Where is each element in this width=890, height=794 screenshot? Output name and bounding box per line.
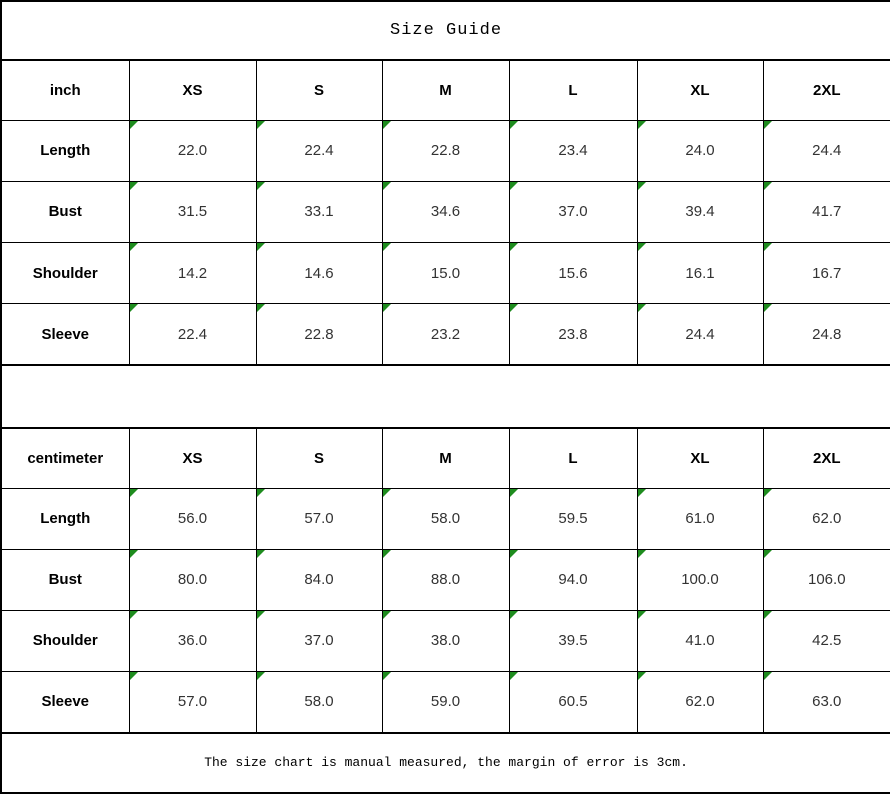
size-value-cell: [129, 488, 256, 549]
size-value: 36.0: [177, 632, 208, 650]
size-header-s: S: [256, 428, 382, 488]
flag-triangle-icon: [510, 550, 518, 558]
size-value: 24.0: [685, 142, 715, 160]
size-value-cell: [382, 672, 509, 733]
size-value-cell: [637, 488, 763, 549]
size-header-xl: XL: [637, 428, 763, 488]
size-value-cell: [509, 610, 637, 671]
size-value: 16.1: [685, 264, 715, 282]
size-value-cell: [129, 120, 256, 181]
size-value: 88.0: [430, 571, 461, 589]
table-row: [1, 488, 890, 549]
flag-triangle-icon: [130, 243, 138, 251]
flag-triangle-icon: [257, 304, 265, 312]
size-value: 22.8: [304, 325, 334, 343]
size-value: 59.0: [430, 693, 461, 711]
size-value: 41.7: [812, 203, 842, 221]
size-value: 38.0: [430, 632, 461, 650]
table-row: [1, 181, 890, 242]
size-value: 15.6: [558, 264, 588, 282]
size-value-cell: [256, 304, 382, 365]
measurement-label: Shoulder: [1, 610, 129, 671]
size-value-cell: [256, 672, 382, 733]
flag-triangle-icon: [638, 304, 646, 312]
table-row: [1, 549, 890, 610]
separator-row: [1, 365, 890, 428]
flag-triangle-icon: [764, 121, 772, 129]
size-value-cell: [256, 243, 382, 304]
size-value-cell: [129, 243, 256, 304]
size-value: 62.0: [812, 510, 842, 528]
table-row: [1, 243, 890, 304]
unit-header-inch: inch: [1, 60, 129, 120]
size-value: 58.0: [430, 510, 461, 528]
size-header-xs: XS: [129, 60, 256, 120]
flag-triangle-icon: [257, 121, 265, 129]
size-value-cell: [637, 304, 763, 365]
flag-triangle-icon: [638, 550, 646, 558]
size-value-cell: [763, 181, 890, 242]
size-value-cell: [763, 243, 890, 304]
flag-triangle-icon: [764, 243, 772, 251]
size-value-cell: [509, 243, 637, 304]
size-value-cell: [256, 549, 382, 610]
size-value: 23.2: [430, 325, 461, 343]
size-value-cell: [129, 304, 256, 365]
size-value-cell: [763, 672, 890, 733]
flag-triangle-icon: [764, 182, 772, 190]
size-value-cell: [637, 181, 763, 242]
size-value-cell: [382, 120, 509, 181]
size-value-cell: [256, 120, 382, 181]
size-value-cell: [382, 304, 509, 365]
centimeter-header-row: [1, 428, 890, 488]
measurement-label: Sleeve: [1, 304, 129, 365]
flag-triangle-icon: [257, 489, 265, 497]
flag-triangle-icon: [764, 304, 772, 312]
flag-triangle-icon: [130, 304, 138, 312]
size-value: 14.2: [177, 264, 208, 282]
separator-cell: [1, 365, 890, 428]
size-value: 80.0: [177, 571, 208, 589]
size-value-cell: [509, 304, 637, 365]
footer-note: The size chart is manual measured, the margin of error is 3cm.: [1, 733, 890, 793]
flag-triangle-icon: [130, 550, 138, 558]
size-value: 24.8: [812, 325, 842, 343]
size-header-m: M: [382, 60, 509, 120]
size-value: 37.0: [304, 632, 334, 650]
flag-triangle-icon: [510, 611, 518, 619]
size-header-l: L: [509, 60, 637, 120]
size-value-cell: [129, 181, 256, 242]
flag-triangle-icon: [638, 611, 646, 619]
size-value: 63.0: [812, 693, 842, 711]
flag-triangle-icon: [130, 672, 138, 680]
size-value-cell: [509, 549, 637, 610]
size-value-cell: [637, 610, 763, 671]
size-value-cell: [637, 120, 763, 181]
size-value: 22.4: [177, 325, 208, 343]
size-value-cell: [763, 488, 890, 549]
flag-triangle-icon: [764, 489, 772, 497]
measurement-label: Sleeve: [1, 672, 129, 733]
size-value: 23.8: [558, 325, 588, 343]
size-value: 59.5: [558, 510, 588, 528]
flag-triangle-icon: [257, 550, 265, 558]
flag-triangle-icon: [130, 182, 138, 190]
flag-triangle-icon: [510, 121, 518, 129]
size-value: 22.8: [430, 142, 461, 160]
size-header-l: L: [509, 428, 637, 488]
flag-triangle-icon: [638, 243, 646, 251]
size-value: 15.0: [430, 264, 461, 282]
flag-triangle-icon: [383, 489, 391, 497]
size-value: 57.0: [177, 693, 208, 711]
flag-triangle-icon: [510, 243, 518, 251]
size-value-cell: [256, 610, 382, 671]
flag-triangle-icon: [510, 182, 518, 190]
flag-triangle-icon: [638, 121, 646, 129]
flag-triangle-icon: [383, 121, 391, 129]
size-value-cell: [382, 488, 509, 549]
size-value: 57.0: [304, 510, 334, 528]
flag-triangle-icon: [383, 304, 391, 312]
size-value: 37.0: [558, 203, 588, 221]
measurement-label: Bust: [1, 549, 129, 610]
size-value: 42.5: [812, 632, 842, 650]
title-row: [1, 1, 890, 60]
flag-triangle-icon: [130, 489, 138, 497]
measurement-label: Length: [1, 488, 129, 549]
size-value-cell: [637, 672, 763, 733]
size-value-cell: [129, 610, 256, 671]
size-value-cell: [382, 181, 509, 242]
flag-triangle-icon: [383, 611, 391, 619]
size-value: 39.5: [558, 632, 588, 650]
size-value: 34.6: [430, 203, 461, 221]
size-value-cell: [763, 610, 890, 671]
size-value-cell: [382, 610, 509, 671]
flag-triangle-icon: [383, 182, 391, 190]
flag-triangle-icon: [638, 489, 646, 497]
size-value-cell: [509, 672, 637, 733]
size-value-cell: [509, 120, 637, 181]
flag-triangle-icon: [257, 672, 265, 680]
size-value: 33.1: [304, 203, 334, 221]
size-header-2xl: 2XL: [763, 60, 890, 120]
size-value: 14.6: [304, 264, 334, 282]
measurement-label: Length: [1, 120, 129, 181]
footer-row: [1, 733, 890, 793]
flag-triangle-icon: [383, 672, 391, 680]
flag-triangle-icon: [638, 182, 646, 190]
flag-triangle-icon: [764, 672, 772, 680]
size-value-cell: [256, 488, 382, 549]
size-value: 106.0: [808, 571, 846, 589]
size-value: 56.0: [177, 510, 208, 528]
size-value: 39.4: [685, 203, 715, 221]
size-value-cell: [637, 549, 763, 610]
size-value-cell: [763, 304, 890, 365]
size-value: 24.4: [812, 142, 842, 160]
flag-triangle-icon: [510, 672, 518, 680]
flag-triangle-icon: [638, 672, 646, 680]
flag-triangle-icon: [257, 611, 265, 619]
size-value: 61.0: [685, 510, 715, 528]
size-header-xs: XS: [129, 428, 256, 488]
size-value-cell: [509, 488, 637, 549]
measurement-label: Bust: [1, 181, 129, 242]
flag-triangle-icon: [383, 550, 391, 558]
table-row: [1, 610, 890, 671]
size-value: 22.4: [304, 142, 334, 160]
table-row: [1, 304, 890, 365]
flag-triangle-icon: [764, 611, 772, 619]
size-value-cell: [763, 120, 890, 181]
size-value: 94.0: [558, 571, 588, 589]
page-title: Size Guide: [1, 1, 890, 60]
size-value: 60.5: [558, 693, 588, 711]
inch-header-row: [1, 60, 890, 120]
size-value: 84.0: [304, 571, 334, 589]
size-value-cell: [382, 243, 509, 304]
size-header-xl: XL: [637, 60, 763, 120]
size-value: 41.0: [685, 632, 715, 650]
flag-triangle-icon: [510, 489, 518, 497]
flag-triangle-icon: [257, 243, 265, 251]
size-value-cell: [256, 181, 382, 242]
size-value-cell: [509, 181, 637, 242]
flag-triangle-icon: [130, 611, 138, 619]
size-value: 62.0: [685, 693, 715, 711]
unit-header-centimeter: centimeter: [1, 428, 129, 488]
size-value: 58.0: [304, 693, 334, 711]
size-value-cell: [637, 243, 763, 304]
size-value: 100.0: [681, 571, 719, 589]
size-header-s: S: [256, 60, 382, 120]
size-value: 24.4: [685, 325, 715, 343]
table-row: [1, 672, 890, 733]
flag-triangle-icon: [257, 182, 265, 190]
size-value: 16.7: [812, 264, 842, 282]
size-value: 23.4: [558, 142, 588, 160]
size-value-cell: [382, 549, 509, 610]
size-value: 31.5: [177, 203, 208, 221]
flag-triangle-icon: [130, 121, 138, 129]
flag-triangle-icon: [764, 550, 772, 558]
size-header-2xl: 2XL: [763, 428, 890, 488]
measurement-label: Shoulder: [1, 243, 129, 304]
size-value-cell: [763, 549, 890, 610]
flag-triangle-icon: [383, 243, 391, 251]
size-value-cell: [129, 672, 256, 733]
table-row: [1, 120, 890, 181]
size-value-cell: [129, 549, 256, 610]
flag-triangle-icon: [510, 304, 518, 312]
size-header-m: M: [382, 428, 509, 488]
size-value: 22.0: [177, 142, 208, 160]
